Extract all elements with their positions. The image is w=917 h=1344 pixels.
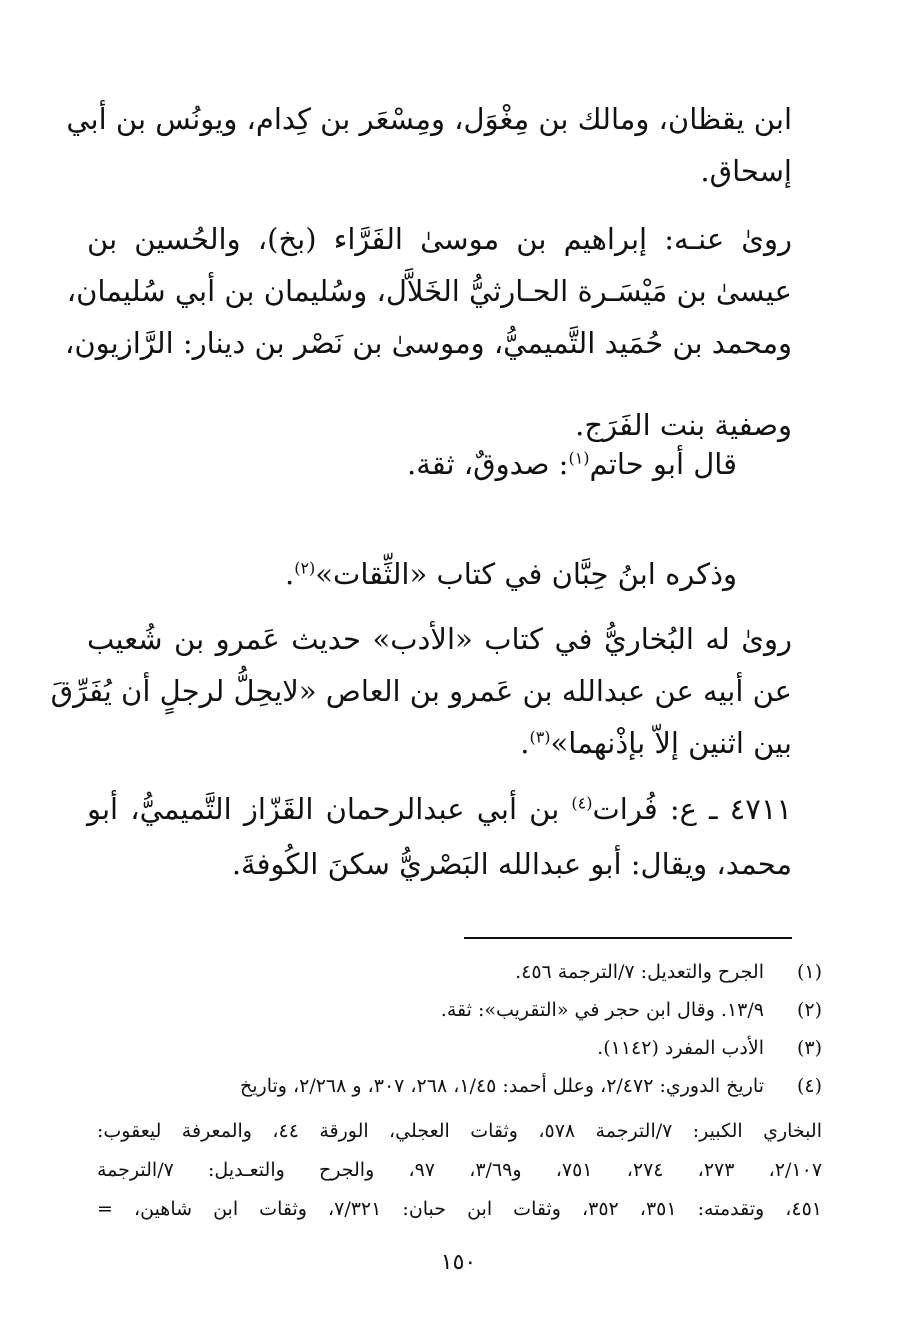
footnote-text: الأدب المفرد (١١٤٢). <box>597 1037 764 1059</box>
narrators-from-line: ومحمد بن حُمَيد التَّميميُّ، وموسىٰ بن نَصْر بن دينار: الرَّازيون، <box>65 326 792 360</box>
footnote-text: تاريخ الدوري: ٢/٤٧٢، وعلل أحمد: ١/٤٥، ٢٦٨، ٣٠٧، و ٢/٢٦٨، وتاريخ <box>239 1075 764 1097</box>
bukhari-line <box>87 724 792 763</box>
footnote-number: (٢) <box>796 999 822 1021</box>
bukhari-line: عن أبيه عن عبدالله بن عَمرو بن العاص «لايحِلُّ لرجلٍ أن يُفَرِّقَ <box>50 674 792 708</box>
body-text: : صدوقٌ، ثقة. <box>407 447 569 481</box>
entry-number: ٤٧١١ ـ ع: فُرات <box>592 792 792 826</box>
body-text: بين اثنين إلاّ بإذْنهما» <box>550 726 792 760</box>
abu-hatim-line <box>87 445 737 484</box>
page-number: ١٥٠ <box>440 1250 477 1275</box>
body-text: بن أبي عبدالرحمان القَزّاز التَّميميُّ، أبو <box>87 792 572 826</box>
footnote-ref: (٣) <box>529 727 551 747</box>
body-text: . <box>284 557 295 591</box>
footnote-separator <box>464 937 792 939</box>
footnote-4 <box>97 1074 822 1099</box>
paragraph-line: إسحاق. <box>700 154 792 188</box>
footnote-ref: (٢) <box>294 558 316 578</box>
footnote-3 <box>97 1036 822 1061</box>
body-text: وذكره ابنُ حِبَّان في كتاب «الثِّقات» <box>315 557 737 591</box>
narrators-from-line: روىٰ عنـه: إبراهيم بن موسىٰ الفَرَّاء (بخ)، والحُسين بن <box>87 222 792 256</box>
narrators-from-line: عيسىٰ بن مَيْسَـرة الحـارثيُّ الخَلاَّل، وسُليمان بن أبي سُليمان، <box>66 274 792 308</box>
narrators-from-line: وصفية بنت الفَرَج. <box>575 408 792 442</box>
footnote-1 <box>97 960 822 985</box>
footnote-4-continuation: البخاري الكبير: ٧/الترجمة ٥٧٨، وثقات العجلي، الورقة ٤٤، والمعرفة ليعقوب: <box>97 1120 822 1142</box>
footnote-4-continuation: ٢/١٠٧، ٢٧٣، ٢٧٤، ٧٥١، و٣/٦٩، ٩٧، والجرح والتعـديل: ٧/الترجمة <box>97 1159 823 1181</box>
entry-line: محمد، ويقال: أبو عبدالله البَصْريُّ سكنَ الكُوفةَ. <box>231 847 792 881</box>
footnote-2 <box>97 998 822 1023</box>
body-text: . <box>520 726 530 760</box>
body-text: قال أبو حاتم <box>589 447 737 481</box>
footnote-text: ١٣/٩. وقال ابن حجر في «التقريب»: ثقة. <box>440 999 764 1021</box>
footnote-number: (٤) <box>796 1075 822 1097</box>
footnote-number: (١) <box>796 961 822 983</box>
bukhari-line: روىٰ له البُخاريُّ في كتاب «الأدب» حديث عَمرو بن شُعيب <box>87 622 792 656</box>
paragraph-line: ابن يقظان، ومالك بن مِغْوَل، ومِسْعَر بن كِدام، ويونُس بن أبي <box>66 102 792 136</box>
footnote-number: (٣) <box>796 1037 822 1059</box>
footnote-ref: (١) <box>568 448 590 468</box>
footnote-4-continuation: ٤٥١، وتقدمته: ٣٥١، ٣٥٢، وثقات ابن حبان: ٧/٣٢١، وثقات ابن شاهين، = <box>97 1198 822 1220</box>
footnote-ref: (٤) <box>571 793 593 813</box>
entry-heading-line <box>87 790 792 829</box>
ibn-hibban-line <box>87 555 737 594</box>
footnote-text: الجرح والتعديل: ٧/الترجمة ٤٥٦. <box>515 961 764 983</box>
